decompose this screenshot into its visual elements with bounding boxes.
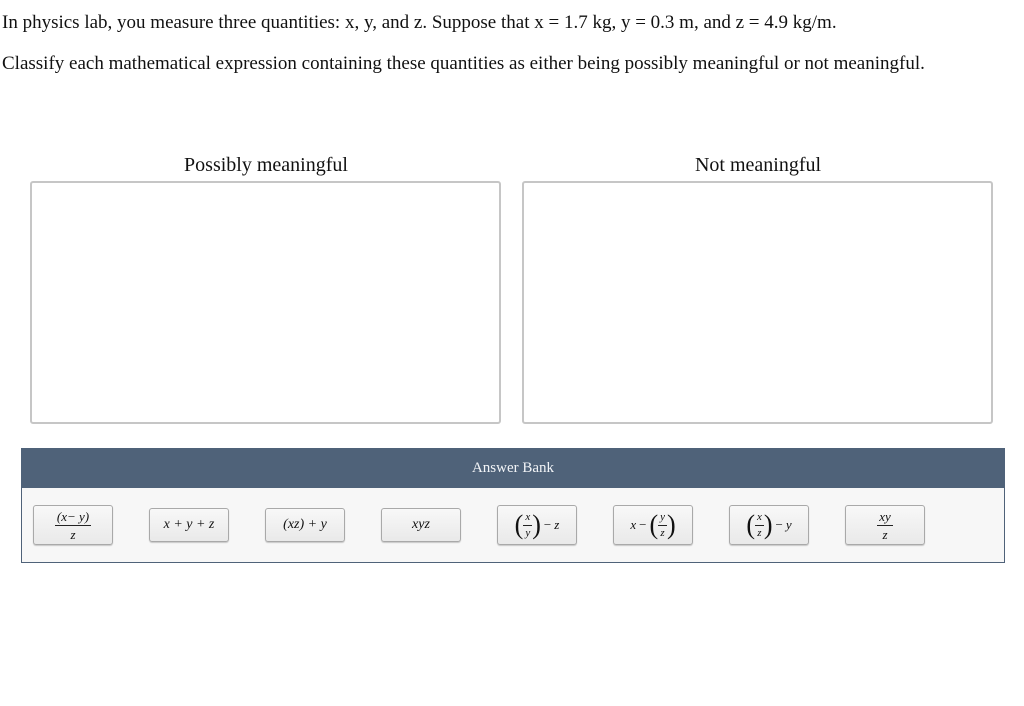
minus-sign: − [639,517,647,532]
fraction [55,510,91,541]
question-line-1: In physics lab, you measure three quantities: x, y, and z. Suppose that x = 1.7 kg, y = 0.3 m, and z = 4.9 kg/m. [2,12,837,33]
tile-x-over-y-minus-z[interactable] [497,505,577,545]
denominator: z [70,526,76,542]
numerator: (x− y) [56,508,90,524]
tile-xz-plus-y[interactable] [265,508,345,542]
left-paren: ( [746,509,755,540]
denominator: y [525,526,531,539]
denominator: z [660,526,665,539]
minus-sign: − [775,517,783,532]
tile-x-over-z-minus-y[interactable] [729,505,809,545]
right-paren: ) [667,509,676,540]
term: z [554,517,560,532]
numerator: x [755,512,764,526]
expression-text: xyz [412,517,430,532]
numerator: xy [879,508,891,524]
denominator: z [882,526,888,542]
right-paren: ) [532,509,541,540]
left-paren: ( [514,509,524,540]
fraction [523,512,532,539]
question-line-2: Classify each mathematical expression containing these quantities as either being possibly meaningful or not meaningful. [2,53,925,74]
tile-x-plus-y-plus-z[interactable] [149,508,229,542]
not-meaningful-title: Not meaningful [694,154,822,176]
expression-text: (xz) + y [283,517,327,532]
tile-x-minus-y-over-z[interactable] [613,505,693,545]
answer-bank [21,448,1005,563]
numerator: x [523,512,532,526]
term: y [785,517,792,532]
possibly-meaningful-dropzone[interactable] [30,181,501,424]
tile-xy-over-z[interactable] [845,505,925,545]
answer-bank-body [22,488,1004,562]
term: x [630,517,637,532]
possibly-meaningful-title: Possibly meaningful [184,154,348,176]
fraction [658,512,667,539]
numerator: y [658,512,667,526]
tile-xyz[interactable] [381,508,461,542]
minus-sign: − [543,517,552,532]
expression-text: x + y + z [163,517,215,532]
denominator: z [757,526,762,539]
not-meaningful-dropzone[interactable] [522,181,993,424]
answer-bank-title: Answer Bank [22,449,1004,488]
fraction [755,512,764,539]
tile-x-minus-y-over-z[interactable] [33,505,113,545]
fraction [877,510,893,541]
right-paren: ) [763,509,773,540]
left-paren: ( [649,509,659,540]
